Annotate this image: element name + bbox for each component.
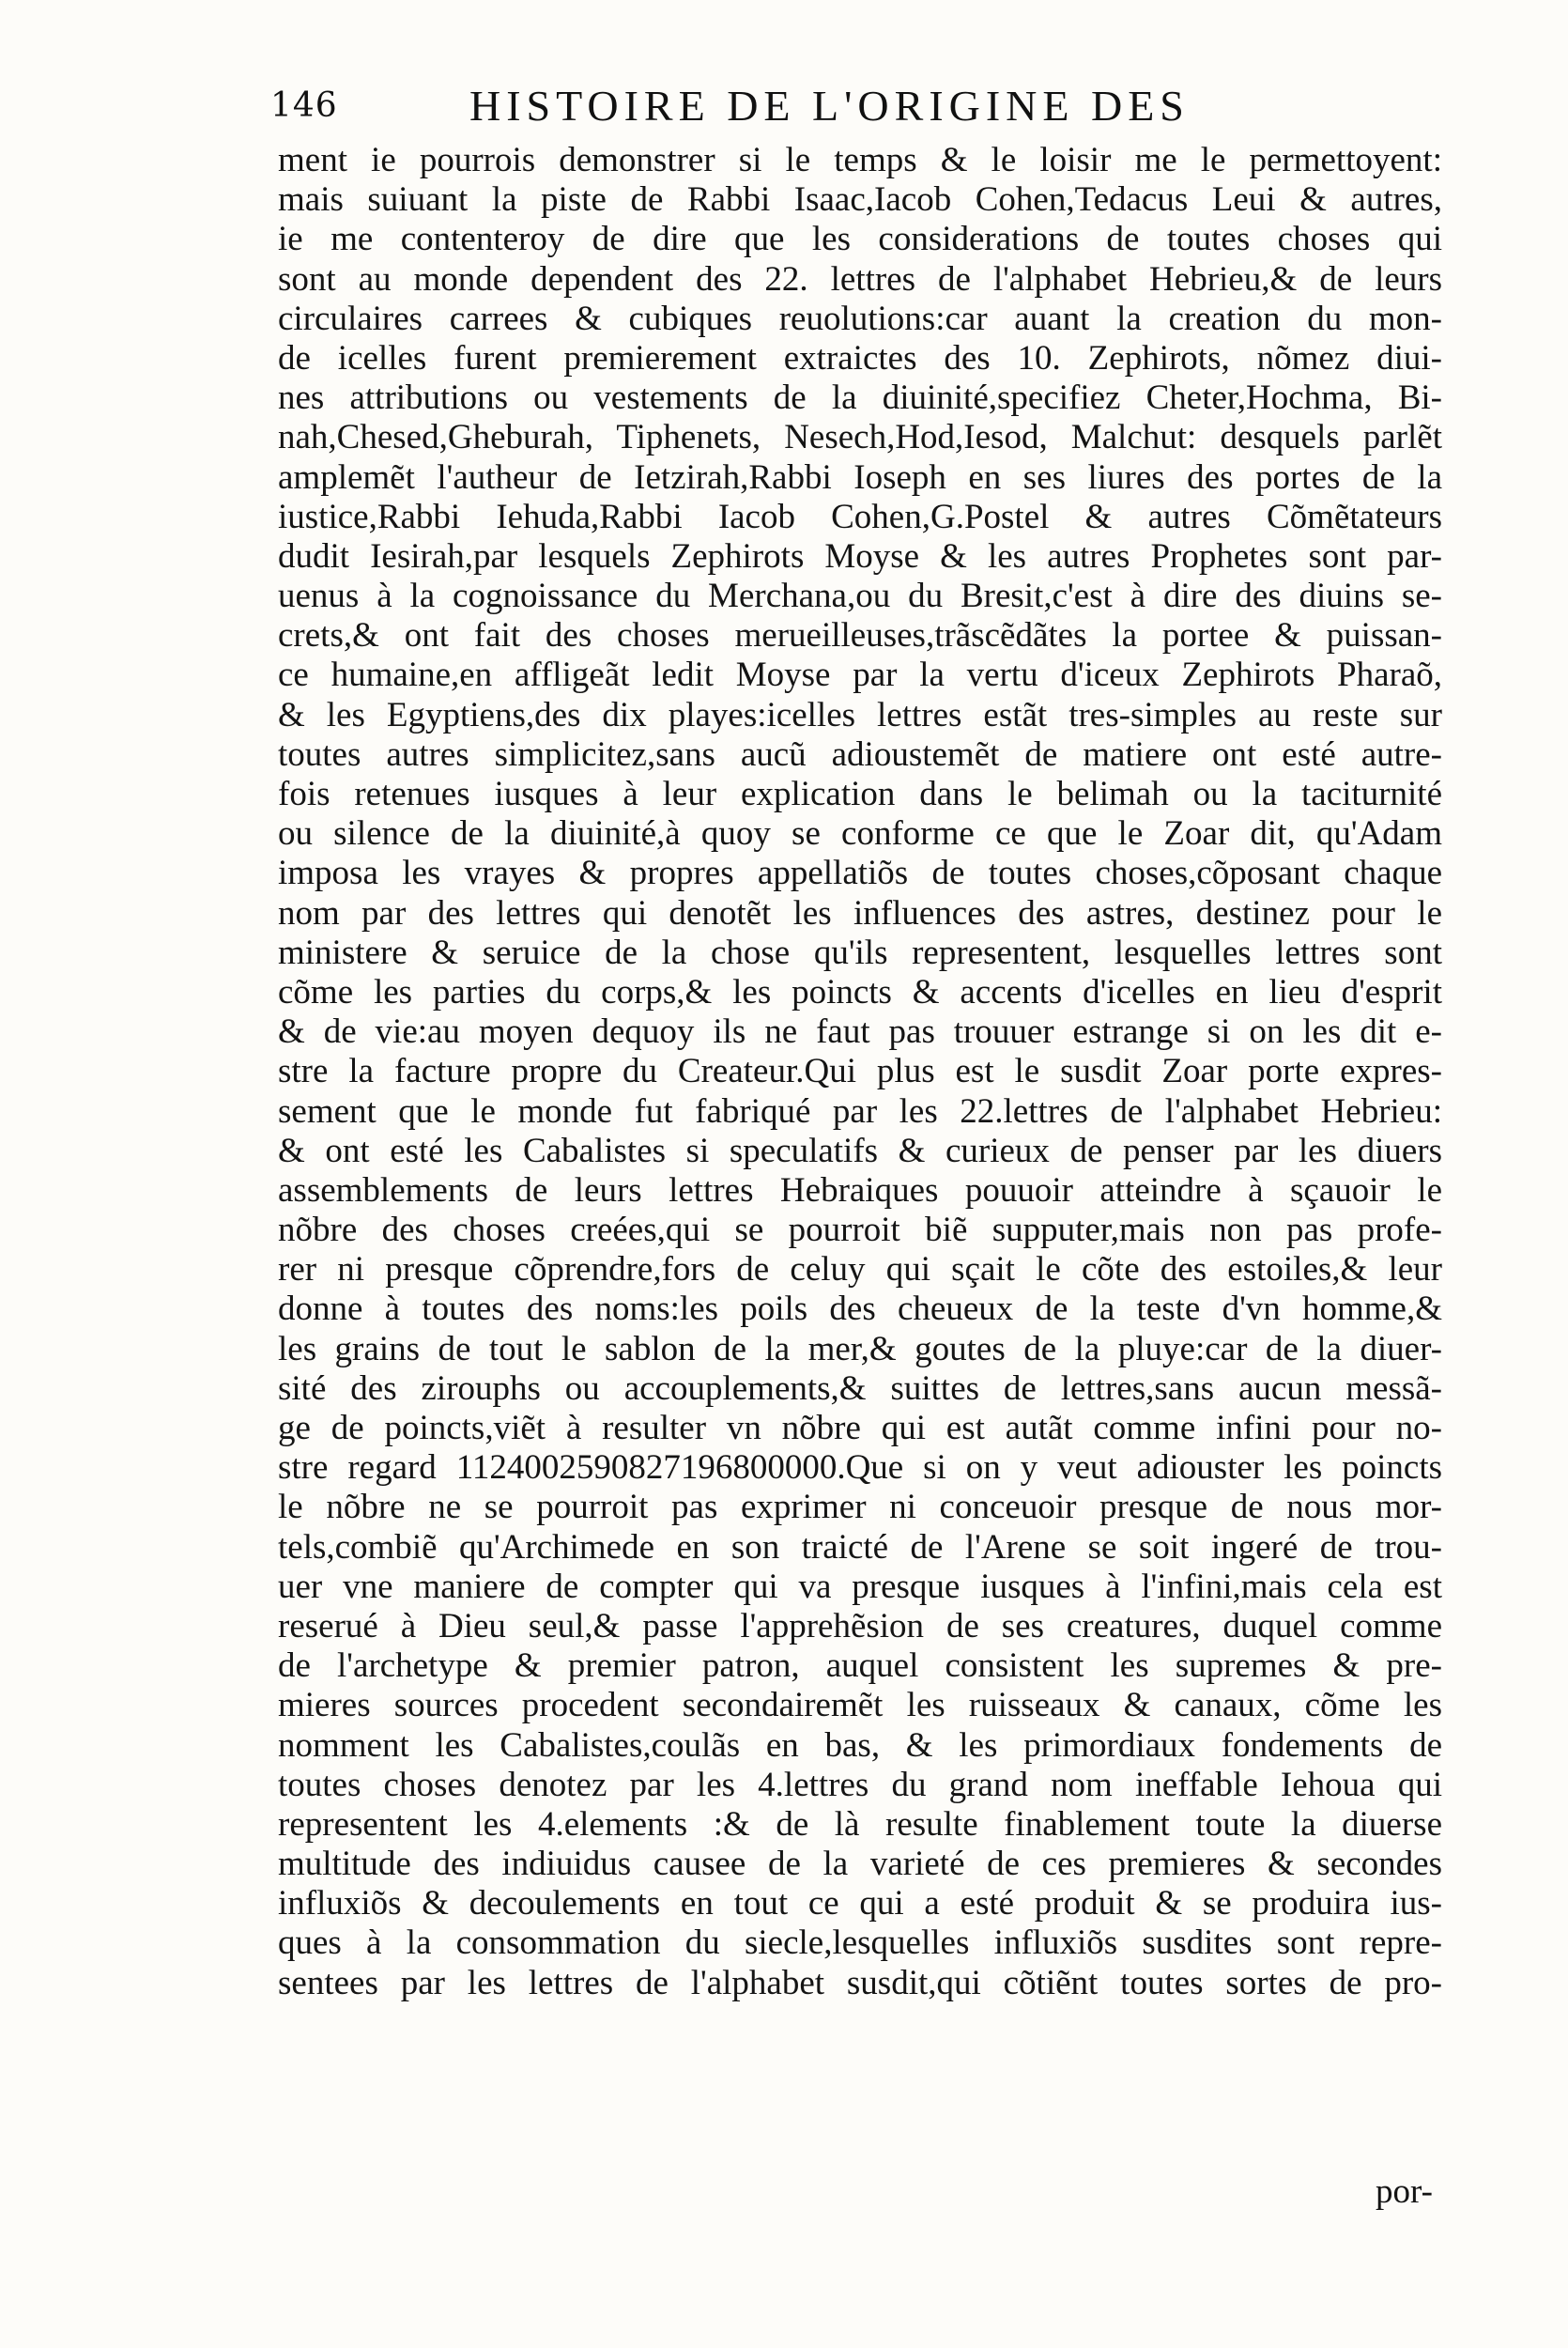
text-line: mieres sources procedent secondairemẽt les ruisseaux & canaux, cõme les [278, 1686, 1442, 1725]
text-line: & les Egyptiens,des dix playes:icelles lettres estãt tres-simples au reste sur [278, 695, 1442, 734]
text-line: toutes choses denotez par les 4.lettres du grand nom ineffable Iehoua qui [278, 1765, 1442, 1804]
text-line: sité des zirouphs ou accouplements,& suittes de lettres,sans aucun messã- [278, 1368, 1442, 1408]
text-line: iustice,Rabbi Iehuda,Rabbi Iacob Cohen,G.Postel & autres Cõmẽtateurs [278, 497, 1442, 536]
text-line: stre la facture propre du Createur.Qui plus est le susdit Zoar porte expres- [278, 1052, 1442, 1091]
text-line: ge de poincts,viẽt à resulter vn nõbre qui est autãt comme infini pour no- [278, 1409, 1442, 1447]
text-line: fois retenues iusques à leur explication dans le belimah ou la taciturnité [278, 775, 1442, 813]
text-line: sont au monde dependent des 22. lettres de l'alphabet Hebrieu,& de leurs [278, 259, 1442, 299]
page-number: 146 [270, 86, 338, 125]
text-line: imposa les vrayes & propres appellatiõs de toutes choses,cõposant chaque [278, 854, 1442, 893]
text-line: le nõbre ne se pourroit pas exprimer ni conceuoir presque de nous mor- [278, 1488, 1442, 1527]
running-head: HISTOIRE DE L'ORIGINE DES [469, 82, 1190, 130]
text-line: tels,combiẽ qu'Archimede en son traicté de l'Arene se soit ingeré de trou- [278, 1527, 1442, 1567]
text-line: mais suiuant la piste de Rabbi Isaac,Iacob Cohen,Tedacus Leui & autres, [278, 180, 1442, 220]
text-line: les grains de tout le sablon de la mer,& goutes de la pluye:car de la diuer- [278, 1329, 1442, 1368]
text-line: ce humaine,en affligeãt ledit Moyse par la vertu d'iceux Zephirots Pharaõ, [278, 656, 1442, 695]
text-line: rer ni presque cõprendre,fors de celuy qui sçait le cõte des estoiles,& leur [278, 1250, 1442, 1290]
text-line: ment ie pourrois demonstrer si le temps & le loisir me le permettoyent: [278, 141, 1442, 179]
text-line: & ont esté les Cabalistes si speculatifs & curieux de penser par les diuers [278, 1131, 1442, 1170]
text-line: donne à toutes des noms:les poils des cheueux de la teste d'vn homme,& [278, 1290, 1442, 1329]
text-line: & de vie:au moyen dequoy ils ne faut pas trouuer estrange si on les dit e- [278, 1012, 1442, 1052]
body-text [278, 141, 1442, 2003]
text-line: nah,Chesed,Gheburah, Tiphenets, Nesech,Hod,Iesod, Malchut: desquels parlẽt [278, 418, 1442, 457]
text-line: nõbre des choses creées,qui se pourroit biẽ supputer,mais non pas profe- [278, 1211, 1442, 1250]
text-line: nomment les Cabalistes,coulãs en bas, & les primordiaux fondements de [278, 1725, 1442, 1765]
text-line: amplemẽt l'autheur de Ietzirah,Rabbi Ioseph en ses liures des portes de la [278, 457, 1442, 497]
text-line: reserué à Dieu seul,& passe l'apprehẽsion de ses creatures, duquel comme [278, 1606, 1442, 1645]
text-line: sement que le monde fut fabriqué par les 22.lettres de l'alphabet Hebrieu: [278, 1091, 1442, 1131]
text-line: toutes autres simplicitez,sans aucũ adioustemẽt de matiere ont esté autre- [278, 734, 1442, 774]
text-line: influxiõs & decoulements en tout ce qui a esté produit & se produira ius- [278, 1884, 1442, 1923]
text-line: de icelles furent premierement extraictes des 10. Zephirots, nõmez diui- [278, 338, 1442, 378]
text-line: circulaires carrees & cubiques reuolutions:car auant la creation du mon- [278, 299, 1442, 338]
catchword: por- [1376, 2172, 1433, 2211]
text-line: ie me contenteroy de dire que les considerations de toutes choses qui [278, 220, 1442, 259]
text-line: uenus à la cognoissance du Merchana,ou du Bresit,c'est à dire des diuins se- [278, 577, 1442, 616]
text-line: nes attributions ou vestements de la diuinité,specifiez Cheter,Hochma, Bi- [278, 378, 1442, 418]
text-line: uer vne maniere de compter qui va presque iusques à l'infini,mais cela est [278, 1567, 1442, 1606]
text-line: cõme les parties du corps,& les poincts & accents d'icelles en lieu d'esprit [278, 972, 1442, 1012]
text-line: ministere & seruice de la chose qu'ils representent, lesquelles lettres sont [278, 933, 1442, 972]
text-line: nom par des lettres qui denotẽt les influences des astres, destinez pour le [278, 893, 1442, 933]
text-line: dudit Iesirah,par lesquels Zephirots Moyse & les autres Prophetes sont par- [278, 536, 1442, 576]
text-line: stre regard 1124002590827196800000.Que si on y veut adiouster les poincts [278, 1448, 1442, 1488]
text-line: de l'archetype & premier patron, auquel consistent les supremes & pre- [278, 1646, 1442, 1686]
text-line: ques à la consommation du siecle,lesquelles influxiõs susdites sont repre- [278, 1923, 1442, 1963]
text-line: multitude des indiuidus causee de la varieté de ces premieres & secondes [278, 1845, 1442, 1884]
text-line: ou silence de la diuinité,à quoy se conforme ce que le Zoar dit, qu'Adam [278, 814, 1442, 854]
text-line: sentees par les lettres de l'alphabet susdit,qui cõtiẽnt toutes sortes de pro- [278, 1963, 1442, 2002]
text-line: representent les 4.elements :& de là resulte finablement toute la diuerse [278, 1804, 1442, 1844]
text-line: crets,& ont fait des choses merueilleuses,trãscẽdãtes la portee & puissan- [278, 616, 1442, 656]
text-line: assemblements de leurs lettres Hebraiques pouuoir atteindre à sçauoir le [278, 1170, 1442, 1210]
